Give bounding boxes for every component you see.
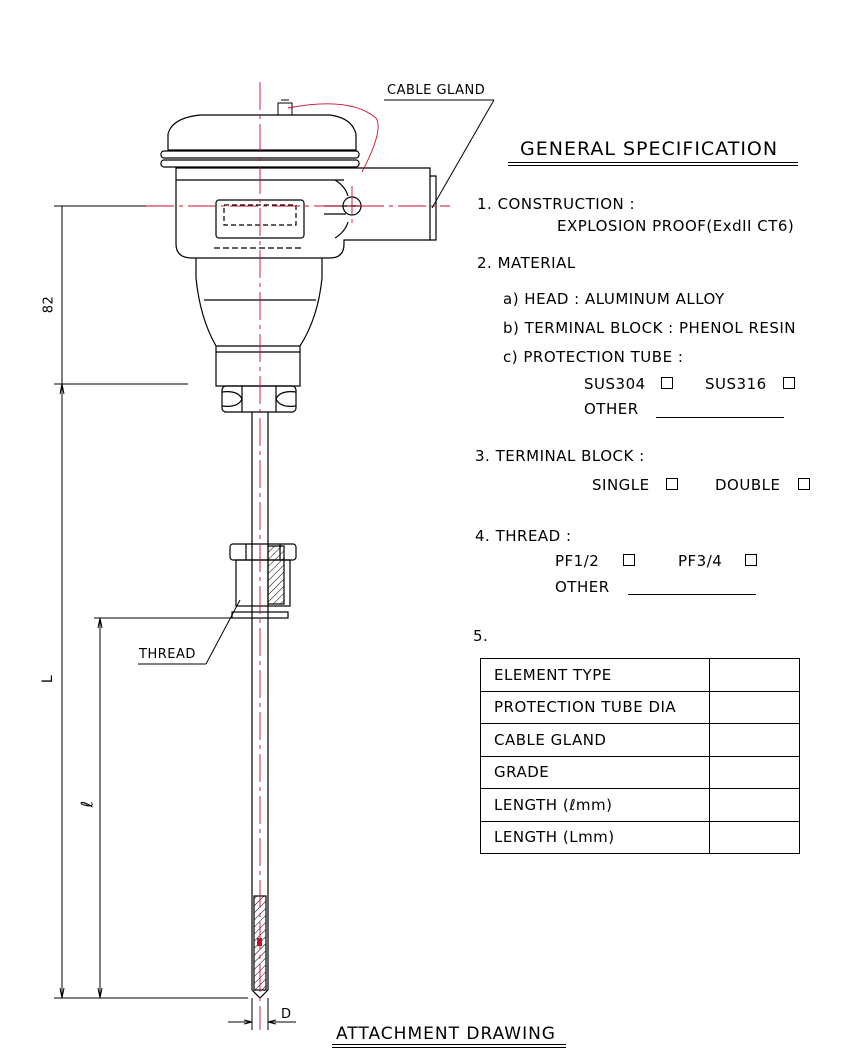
table-row-value[interactable]	[710, 724, 800, 757]
thread-callout: THREAD	[139, 647, 196, 662]
footer-title: ATTACHMENT DRAWING	[336, 1024, 556, 1044]
double-checkbox[interactable]	[798, 478, 810, 490]
title-underline	[508, 162, 798, 163]
footer-underline	[332, 1044, 566, 1045]
table-row-label: GRADE	[481, 756, 710, 789]
construction-label: 1. CONSTRUCTION :	[477, 195, 636, 213]
material-terminal-block: b) TERMINAL BLOCK : PHENOL RESIN	[503, 319, 797, 337]
thread-fitting	[230, 544, 296, 618]
title-underline-2	[508, 165, 798, 166]
material-protection-tube: c) PROTECTION TUBE :	[503, 348, 684, 366]
table-row	[481, 789, 800, 822]
cable-gland-callout: CABLE GLAND	[387, 83, 486, 98]
gland-chain	[288, 104, 378, 172]
option-sus304-label: SUS304	[584, 375, 646, 393]
other-thread-label: OTHER	[555, 578, 610, 596]
option-pf12-label: PF1/2	[555, 552, 600, 570]
center-lines	[146, 82, 450, 1030]
table-row	[481, 659, 800, 692]
construction-value: EXPLOSION PROOF(ExdII CT6)	[557, 217, 795, 235]
thread-label: 4. THREAD :	[475, 527, 572, 545]
dim-l-label: ℓ	[77, 800, 97, 808]
sus304-checkbox[interactable]	[661, 377, 673, 389]
single-checkbox[interactable]	[666, 478, 678, 490]
spec-table-body	[481, 659, 800, 854]
spec-table	[480, 658, 800, 854]
hex-nut	[222, 386, 296, 412]
table-row-value[interactable]	[710, 691, 800, 724]
table-row	[481, 756, 800, 789]
dim-L-label: L	[40, 674, 57, 684]
table-row-label: CABLE GLAND	[481, 724, 710, 757]
material-head: a) HEAD : ALUMINUM ALLOY	[503, 290, 725, 308]
table-row-label: LENGTH (ℓmm)	[481, 789, 710, 822]
option-double-label: DOUBLE	[715, 476, 781, 494]
dim-82-label: 82	[41, 295, 57, 314]
table-row-value[interactable]	[710, 756, 800, 789]
dim-D-label: D	[281, 1007, 292, 1022]
spec-title: GENERAL SPECIFICATION	[520, 138, 779, 160]
table-row-label: LENGTH (Lmm)	[481, 821, 710, 854]
pf34-checkbox[interactable]	[745, 554, 757, 566]
other-thread-blank[interactable]	[628, 594, 756, 595]
sus316-checkbox[interactable]	[783, 377, 795, 389]
option-sus316-label: SUS316	[705, 375, 767, 393]
head-neck	[196, 258, 322, 386]
table-row	[481, 821, 800, 854]
callout-leaders	[138, 100, 494, 664]
terminal-block-label: 3. TERMINAL BLOCK :	[475, 447, 645, 465]
section-5-label: 5.	[473, 627, 489, 645]
other-material-label: OTHER	[584, 400, 639, 418]
table-row-value[interactable]	[710, 789, 800, 822]
table-row-value[interactable]	[710, 821, 800, 854]
table-row-value[interactable]	[710, 659, 800, 692]
option-pf34-label: PF3/4	[678, 552, 723, 570]
table-row-label: PROTECTION TUBE DIA	[481, 691, 710, 724]
material-label: 2. MATERIAL	[477, 254, 576, 272]
table-row-label: ELEMENT TYPE	[481, 659, 710, 692]
table-row	[481, 724, 800, 757]
table-row	[481, 691, 800, 724]
head-body	[176, 168, 436, 258]
option-single-label: SINGLE	[592, 476, 650, 494]
pf12-checkbox[interactable]	[623, 554, 635, 566]
footer-underline-2	[332, 1047, 566, 1048]
other-material-blank[interactable]	[656, 417, 784, 418]
